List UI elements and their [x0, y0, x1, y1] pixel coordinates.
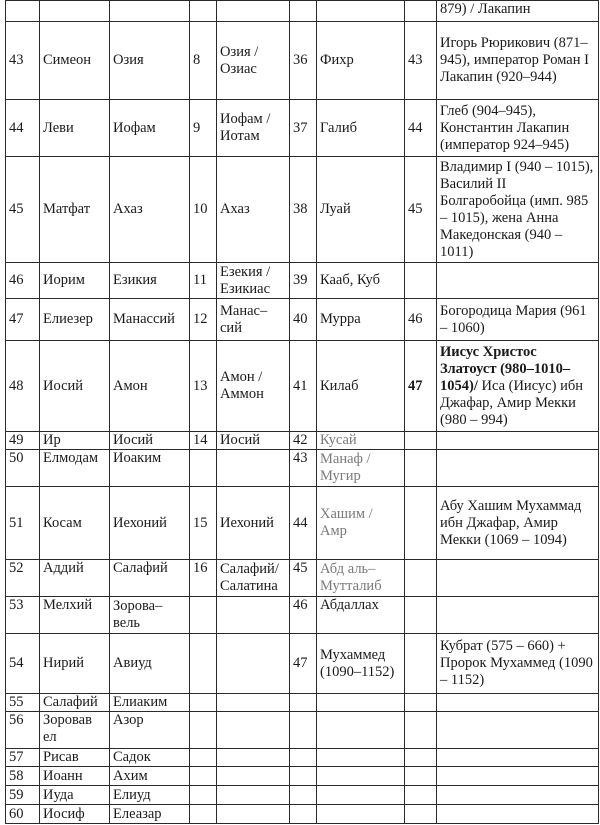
table-cell: Елиуд	[110, 786, 190, 805]
table-cell: 43	[6, 22, 40, 100]
table-cell: Кусай	[317, 432, 405, 450]
table-cell: 44	[290, 487, 317, 560]
table-cell	[317, 1, 405, 22]
table-cell	[405, 432, 437, 450]
table-cell: Косам	[40, 487, 110, 560]
table-cell: 44	[6, 100, 40, 157]
table-cell: 54	[6, 634, 40, 694]
table-cell: 53	[6, 597, 40, 634]
table-cell	[405, 767, 437, 786]
table-row	[6, 1, 599, 22]
table-cell: 41	[290, 341, 317, 432]
table-cell: 44	[405, 100, 437, 157]
table-cell	[437, 560, 599, 597]
table-cell: Мухаммед (1090–1152)	[317, 634, 405, 694]
table-cell: Богородица Мария (961 – 1060)	[437, 299, 599, 341]
table-cell: Иофам	[110, 100, 190, 157]
table-cell: Абдаллах	[317, 597, 405, 634]
table-cell: 59	[6, 786, 40, 805]
table-row	[6, 100, 599, 157]
table-cell	[110, 1, 190, 22]
table-cell	[190, 712, 217, 749]
table-cell: 56	[6, 712, 40, 749]
table-cell	[405, 634, 437, 694]
table-cell	[190, 597, 217, 634]
table-cell	[405, 805, 437, 824]
table-cell: Салафий/ Салатина	[217, 560, 290, 597]
table-cell: Ахаз	[217, 157, 290, 263]
table-cell: Килаб	[317, 341, 405, 432]
table-cell	[317, 805, 405, 824]
table-cell	[217, 597, 290, 634]
table-row	[6, 597, 599, 634]
table-cell	[317, 786, 405, 805]
table-cell: Манассий	[110, 299, 190, 341]
table-cell	[190, 786, 217, 805]
table-cell: 10	[190, 157, 217, 263]
table-cell: Иехоний	[217, 487, 290, 560]
table-cell: 14	[190, 432, 217, 450]
table-row	[6, 22, 599, 100]
table-cell: Амон / Аммон	[217, 341, 290, 432]
table-cell: 11	[190, 263, 217, 299]
table-cell: Садок	[110, 749, 190, 767]
table-cell: 58	[6, 767, 40, 786]
table-cell: Иоаким	[110, 450, 190, 487]
table-cell: Манаф / Мугир	[317, 450, 405, 487]
table-cell: Салафий	[40, 694, 110, 712]
table-cell	[317, 712, 405, 749]
table-cell	[437, 263, 599, 299]
table-cell: Зоровав ел	[40, 712, 110, 749]
table-cell: Езекия / Езикиас	[217, 263, 290, 299]
table-cell	[190, 694, 217, 712]
table-row	[6, 805, 599, 824]
table-cell: Галиб	[317, 100, 405, 157]
table-cell	[405, 786, 437, 805]
table-row	[6, 341, 599, 432]
table-cell: Фихр	[317, 22, 405, 100]
table-cell	[405, 749, 437, 767]
table-cell	[190, 749, 217, 767]
table-cell: 45	[6, 157, 40, 263]
table-cell	[217, 767, 290, 786]
table-cell: 42	[290, 432, 317, 450]
table-cell	[290, 786, 317, 805]
table-row	[6, 749, 599, 767]
table-cell	[217, 1, 290, 22]
table-cell	[437, 432, 599, 450]
table-cell	[290, 749, 317, 767]
table-cell: Мелхий	[40, 597, 110, 634]
table-cell: 55	[6, 694, 40, 712]
table-cell: Леви	[40, 100, 110, 157]
table-cell: Нирий	[40, 634, 110, 694]
table-cell	[405, 597, 437, 634]
table-cell: Луай	[317, 157, 405, 263]
table-cell	[290, 694, 317, 712]
table-cell: Иосиф	[40, 805, 110, 824]
table-cell: Елеазар	[110, 805, 190, 824]
table-cell: Игорь Рюрикович (871–945), император Роман I Лакапин (920–944)	[437, 22, 599, 100]
table-cell	[437, 786, 599, 805]
table-cell: 45	[405, 157, 437, 263]
table-cell: Рисав	[40, 749, 110, 767]
table-cell	[217, 634, 290, 694]
table-cell	[437, 767, 599, 786]
table-cell	[190, 450, 217, 487]
table-cell	[6, 1, 40, 22]
table-cell: 60	[6, 805, 40, 824]
table-cell: Симеон	[40, 22, 110, 100]
table-cell	[437, 749, 599, 767]
table-cell: 48	[6, 341, 40, 432]
table-row	[6, 157, 599, 263]
table-cell: 51	[6, 487, 40, 560]
table-cell	[405, 450, 437, 487]
table-cell: Иосий	[110, 432, 190, 450]
table-cell: Иоанн	[40, 767, 110, 786]
cell-text: Иса (Иисус) ибн Джафар, Амир Мекки (980 – 994)	[440, 377, 583, 428]
table-cell	[405, 560, 437, 597]
table-cell: 37	[290, 100, 317, 157]
table-cell	[405, 712, 437, 749]
table-row	[6, 712, 599, 749]
table-cell	[217, 786, 290, 805]
table-cell	[290, 767, 317, 786]
table-cell: 13	[190, 341, 217, 432]
table-cell: Иорим	[40, 263, 110, 299]
table-cell	[405, 263, 437, 299]
table-cell: Ахаз	[110, 157, 190, 263]
table-cell	[217, 805, 290, 824]
table-row	[6, 299, 599, 341]
table-cell	[190, 805, 217, 824]
table-cell: 36	[290, 22, 317, 100]
table-cell: Иуда	[40, 786, 110, 805]
table-row	[6, 767, 599, 786]
table-cell: 57	[6, 749, 40, 767]
table-cell: Салафий	[110, 560, 190, 597]
table-cell: Абд аль– Мутталиб	[317, 560, 405, 597]
table-cell: 15	[190, 487, 217, 560]
table-cell: Глеб (904–945), Константин Лакапин (император 924–945)	[437, 100, 599, 157]
table-cell: Елмодам	[40, 450, 110, 487]
table-cell: Елиаким	[110, 694, 190, 712]
table-cell: 46	[405, 299, 437, 341]
table-cell: 8	[190, 22, 217, 100]
table-cell: Абу Хашим Мухаммад ибн Джафар, Амир Мекки (1069 – 1094)	[437, 487, 599, 560]
table-cell	[317, 749, 405, 767]
table-cell: 9	[190, 100, 217, 157]
table-row	[6, 560, 599, 597]
table-cell	[317, 694, 405, 712]
table-cell: Владимир I (940 – 1015), Василий II Болгаробойца (имп. 985 – 1015), жена Анна Македонская (940 – 1011)	[437, 157, 599, 263]
table-cell	[405, 694, 437, 712]
table-cell: Авиуд	[110, 634, 190, 694]
table-cell	[317, 767, 405, 786]
table-cell: 47	[405, 341, 437, 432]
table-cell	[437, 597, 599, 634]
genealogy-table	[5, 0, 599, 824]
table-cell: Зорова– вель	[110, 597, 190, 634]
table-cell	[437, 341, 599, 432]
table-cell: Елиезер	[40, 299, 110, 341]
table-row	[6, 694, 599, 712]
table-row	[6, 263, 599, 299]
table-cell: 50	[6, 450, 40, 487]
table-cell: 40	[290, 299, 317, 341]
table-cell: 49	[6, 432, 40, 450]
table-cell: 46	[6, 263, 40, 299]
table-row	[6, 450, 599, 487]
table-cell: Озия / Озиас	[217, 22, 290, 100]
table-cell: Манас–сий	[217, 299, 290, 341]
table-cell	[290, 805, 317, 824]
table-cell: 47	[6, 299, 40, 341]
table-cell: Мурра	[317, 299, 405, 341]
table-cell	[217, 749, 290, 767]
table-cell	[190, 1, 217, 22]
table-cell: 38	[290, 157, 317, 263]
table-cell	[437, 694, 599, 712]
table-cell	[217, 712, 290, 749]
table-cell: 52	[6, 560, 40, 597]
table-cell: Иехоний	[110, 487, 190, 560]
table-cell: 47	[290, 634, 317, 694]
table-cell: Аддий	[40, 560, 110, 597]
table-row	[6, 432, 599, 450]
table-cell: 39	[290, 263, 317, 299]
table-cell	[217, 694, 290, 712]
table-row	[6, 487, 599, 560]
table-cell: 16	[190, 560, 217, 597]
table-cell: Азор	[110, 712, 190, 749]
table-cell	[437, 450, 599, 487]
table-cell	[405, 487, 437, 560]
table-row	[6, 786, 599, 805]
table-cell	[190, 767, 217, 786]
table-cell: Матфат	[40, 157, 110, 263]
table-cell: 46	[290, 597, 317, 634]
table-cell: 879) / Лакапин	[437, 1, 599, 22]
table-cell: Езикия	[110, 263, 190, 299]
table-cell: Озия	[110, 22, 190, 100]
table-cell	[437, 805, 599, 824]
table-cell	[405, 1, 437, 22]
table-cell: Кубрат (575 – 660) + Пророк Мухаммед (1090 – 1152)	[437, 634, 599, 694]
table-cell	[437, 712, 599, 749]
table-cell	[217, 450, 290, 487]
emphasized-name: Иисус Христос Златоуст (980–1010–1054)/	[440, 343, 571, 394]
table-cell: Иосий	[40, 341, 110, 432]
table-cell: Иофам / Иотам	[217, 100, 290, 157]
table-cell	[40, 1, 110, 22]
table-cell: 45	[290, 560, 317, 597]
table-cell: Хашим / Амр	[317, 487, 405, 560]
table-cell	[190, 634, 217, 694]
table-row	[6, 634, 599, 694]
table-cell: Иосий	[217, 432, 290, 450]
table-cell: Ир	[40, 432, 110, 450]
table-cell: Кааб, Куб	[317, 263, 405, 299]
table-cell: 12	[190, 299, 217, 341]
table-cell: Амон	[110, 341, 190, 432]
table-cell	[290, 712, 317, 749]
table-cell: 43	[405, 22, 437, 100]
table-cell	[290, 1, 317, 22]
table-cell: Ахим	[110, 767, 190, 786]
table-cell: 43	[290, 450, 317, 487]
